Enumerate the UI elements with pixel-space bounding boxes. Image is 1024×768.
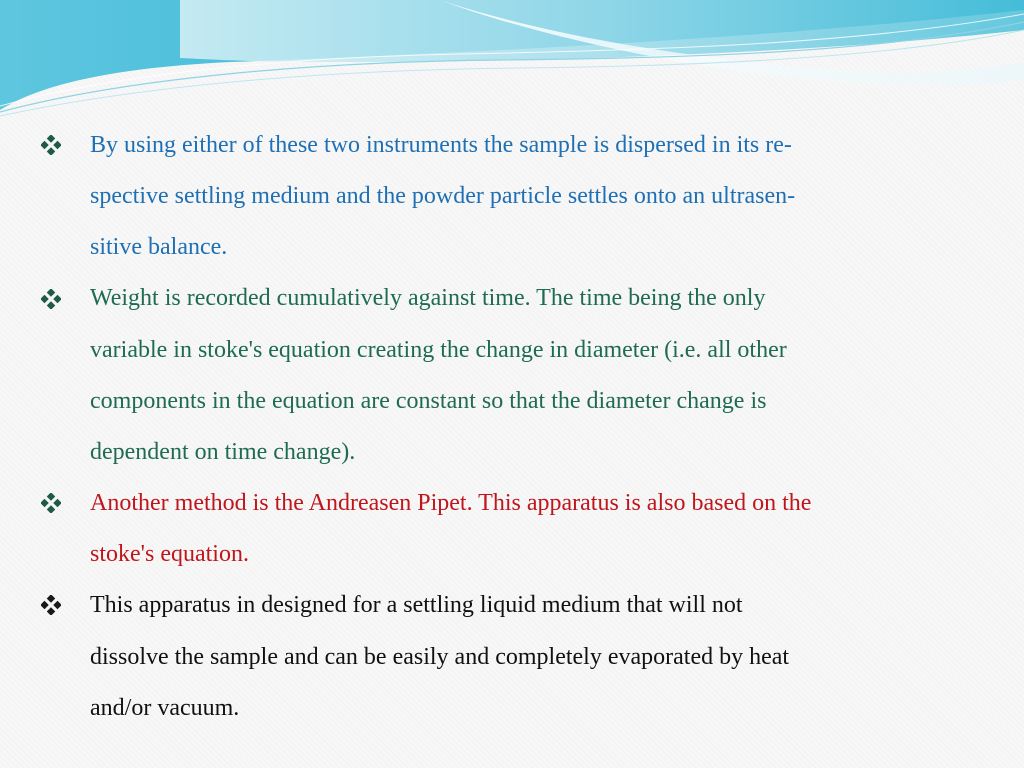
bullet-text-line: This apparatus in designed for a settling liquid medium that will not — [90, 592, 743, 618]
bullet-text-line: Another method is the Andreasen Pipet. This apparatus is also based on the — [90, 490, 812, 516]
bullet-text-line: dissolve the sample and can be easily and completely evaporated by heat — [90, 644, 790, 670]
four-diamond-bullet-icon — [40, 492, 62, 514]
bullet-text-line: stoke's equation. — [90, 541, 249, 567]
bullet-text-line: and/or vacuum. — [90, 695, 240, 721]
bullet-text-line: spective settling medium and the powder particle settles onto an ultrasen- — [90, 183, 796, 209]
four-diamond-bullet-icon — [40, 134, 62, 156]
bullet-text-line: variable in stoke's equation creating the change in diameter (i.e. all other — [90, 337, 787, 363]
bullet-text-line: By using either of these two instruments the sample is dispersed in its re- — [90, 132, 792, 158]
bullet-text-line: sitive balance. — [90, 234, 228, 260]
bullet-text-line: Weight is recorded cumulatively against time. The time being the only — [90, 285, 766, 311]
header-swoosh-decoration — [0, 0, 1024, 120]
bullet-text-line: components in the equation are constant so that the diameter change is — [90, 388, 767, 414]
four-diamond-bullet-icon — [40, 288, 62, 310]
four-diamond-bullet-icon — [40, 594, 62, 616]
bullet-text-line: dependent on time change). — [90, 439, 356, 465]
